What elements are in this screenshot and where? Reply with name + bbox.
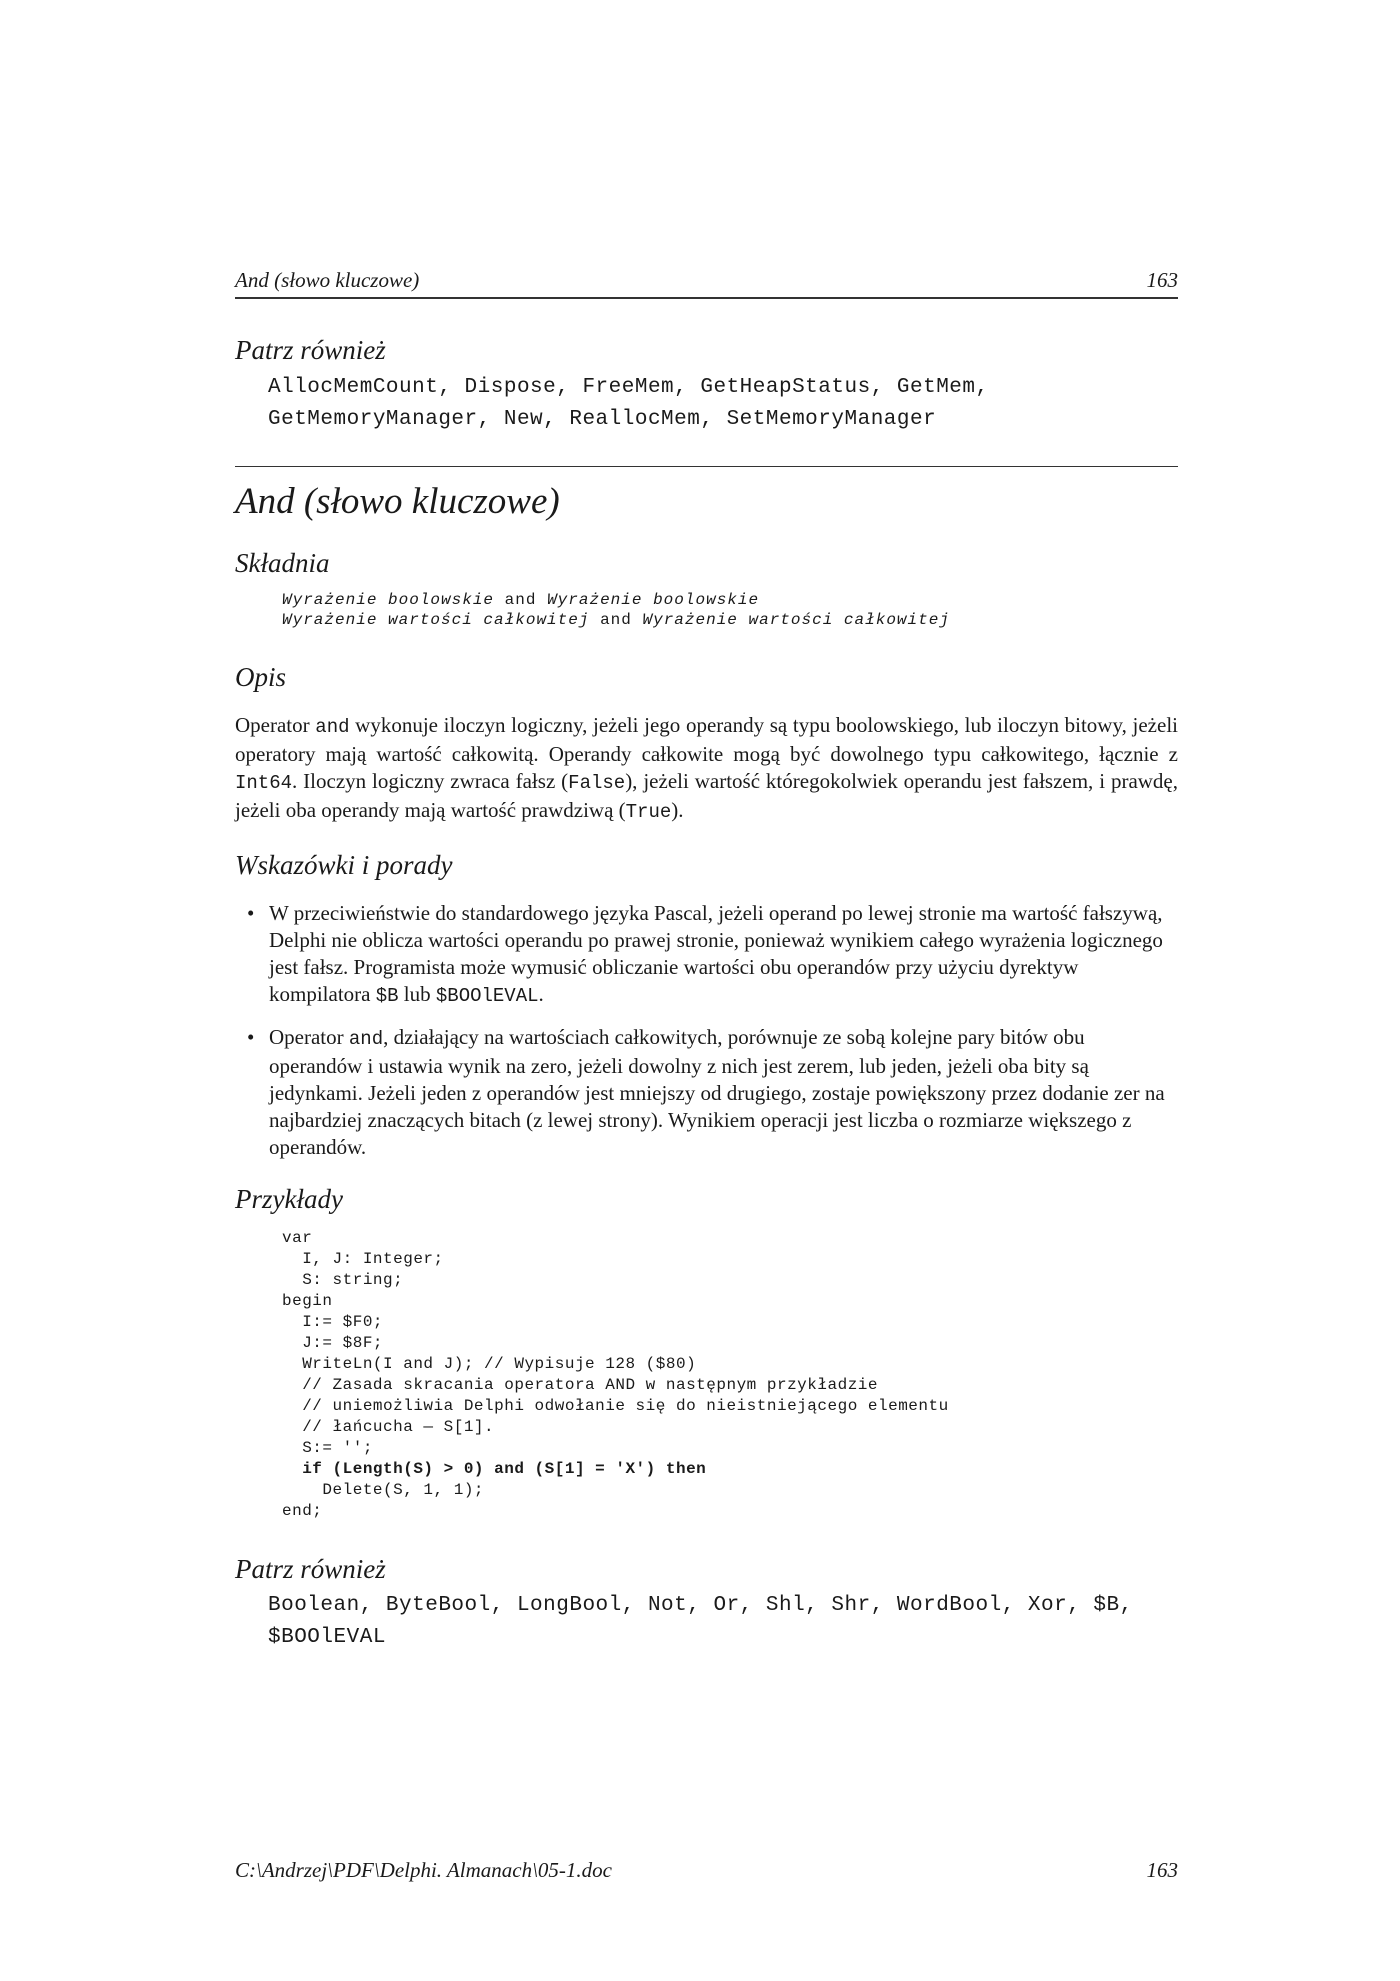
- see-also-bottom-line-1: Boolean, ByteBool, LongBool, Not, Or, Shl, Shr, WordBool, Xor, $B,: [268, 1594, 1133, 1617]
- code-line: // uniemożliwia Delphi odwołanie się do nieistniejącego elementu: [282, 1397, 949, 1415]
- entry-divider: [235, 466, 1178, 467]
- entry-title: And (słowo kluczowe): [235, 481, 560, 522]
- bullet-icon: •: [247, 901, 255, 925]
- see-also-list-top: [268, 372, 1168, 436]
- code-line: WriteLn(I and J); // Wypisuje 128 ($80): [282, 1355, 697, 1373]
- syntax-block: [282, 590, 950, 630]
- see-also-list-bottom: [268, 1590, 1168, 1654]
- running-header-title: And (słowo kluczowe): [235, 268, 420, 292]
- description-text-4: ), jeżeli wartość któregokolwiek operandu jest fałszem, i prawdę, jeżeli oba operandy mają wartość prawdziwą (: [235, 769, 1178, 822]
- bullet-icon: •: [247, 1025, 255, 1049]
- code-line: // łańcucha — S[1].: [282, 1418, 495, 1436]
- description-text-3: . Iloczyn logiczny zwraca fałsz (: [292, 769, 569, 793]
- syntax-line-2-right: Wyrażenie wartości całkowitej: [642, 611, 950, 629]
- syntax-line-1-left: Wyrażenie boolowskie: [282, 591, 495, 609]
- description-paragraph: [235, 712, 1178, 826]
- code-line: // Zasada skracania operatora AND w następnym przykładzie: [282, 1376, 878, 1394]
- syntax-line-1-op: and: [504, 591, 537, 609]
- code-line: I, J: Integer;: [282, 1250, 444, 1268]
- tips-heading: Wskazówki i porady: [235, 850, 453, 880]
- code-line-bold: if (Length(S) > 0) and (S[1] = 'X') then: [282, 1460, 707, 1478]
- description-code-and: and: [315, 716, 350, 738]
- tips-list-item: [235, 900, 1178, 1010]
- see-also-top-line-2: GetMemoryManager, New, ReallocMem, SetMemoryManager: [268, 408, 937, 431]
- tip-1-text-3: .: [538, 982, 544, 1006]
- description-code-int64: Int64: [235, 772, 293, 794]
- tips-list-item: [235, 1024, 1178, 1161]
- code-example: [282, 1228, 949, 1522]
- footer-file-path: C:\Andrzej\PDF\Delphi. Almanach\05-1.doc: [235, 1858, 612, 1882]
- running-header: [235, 268, 1178, 299]
- tip-2-text-1: Operator: [269, 1025, 349, 1049]
- tip-1-code-booleval: $BOOlEVAL: [435, 985, 539, 1007]
- tips-list: [235, 900, 1178, 1175]
- see-also-heading-top: Patrz również: [235, 335, 386, 365]
- description-code-true: True: [625, 801, 672, 823]
- description-code-false: False: [568, 772, 626, 794]
- description-text-2: wykonuje iloczyn logiczny, jeżeli jego operandy są typu boolowskiego, lub iloczyn bitowy, jeżeli operatory mają wartość całkowitą. Operandy całkowite mogą być dowolnego typu całkowitego, łącznie z: [235, 713, 1178, 766]
- code-line: S: string;: [282, 1271, 404, 1289]
- syntax-line-2: [282, 610, 950, 630]
- see-also-top-line-1: AllocMemCount, Dispose, FreeMem, GetHeapStatus, GetMem,: [268, 376, 989, 399]
- see-also-heading-bottom: Patrz również: [235, 1554, 386, 1584]
- running-header-page-number: 163: [1146, 268, 1178, 292]
- syntax-line-2-left: Wyrażenie wartości całkowitej: [282, 611, 590, 629]
- footer-page-number: 163: [1146, 1858, 1178, 1882]
- tip-1-code-b: $B: [375, 985, 399, 1007]
- tip-2-code-and: and: [348, 1028, 384, 1050]
- code-line: I:= $F0;: [282, 1313, 384, 1331]
- tip-2-text-2: , działający na wartościach całkowitych, porównuje ze sobą kolejne pary bitów obu operandów i ustawia wynik na zero, jeżeli dowolny z nich jest zerem, lub jeden, jeżeli oba bity są jedynkami. Jeżeli jeden z operandów jest mniejszy od drugiego, zostaje powiększony przez dodanie zer na najbardziej znaczących bitach (z lewej strony). Wynikiem operacji jest liczba o rozmiarze większego z operandów.: [269, 1025, 1165, 1159]
- syntax-line-1-right: Wyrażenie boolowskie: [547, 591, 760, 609]
- tip-1-text-1: W przeciwieństwie do standardowego języka Pascal, jeżeli operand po lewej stronie ma wartość fałszywą, Delphi nie oblicza wartości operandu po prawej stronie, ponieważ wynikiem całego wyrażenia logicznego jest fałsz. Programista może wymusić obliczanie wartości obu operandów przy użyciu dyrektyw kompilatora: [269, 901, 1163, 1006]
- code-line: var: [282, 1229, 313, 1247]
- description-heading: Opis: [235, 662, 287, 692]
- code-line: begin: [282, 1292, 333, 1310]
- see-also-bottom-line-2: $BOOlEVAL: [268, 1626, 386, 1649]
- examples-heading: Przykłady: [235, 1184, 343, 1214]
- code-line: J:= $8F;: [282, 1334, 384, 1352]
- page-footer: [235, 1858, 1178, 1883]
- tip-1-text-2: lub: [398, 982, 436, 1006]
- syntax-heading: Składnia: [235, 548, 330, 578]
- description-text-1: Operator: [235, 713, 316, 737]
- syntax-line-2-op: and: [600, 611, 632, 629]
- description-text-5: ).: [671, 798, 684, 822]
- code-line: end;: [282, 1502, 323, 1520]
- code-line: S:= '';: [282, 1439, 373, 1457]
- syntax-line-1: [282, 590, 950, 610]
- code-line: Delete(S, 1, 1);: [282, 1481, 485, 1499]
